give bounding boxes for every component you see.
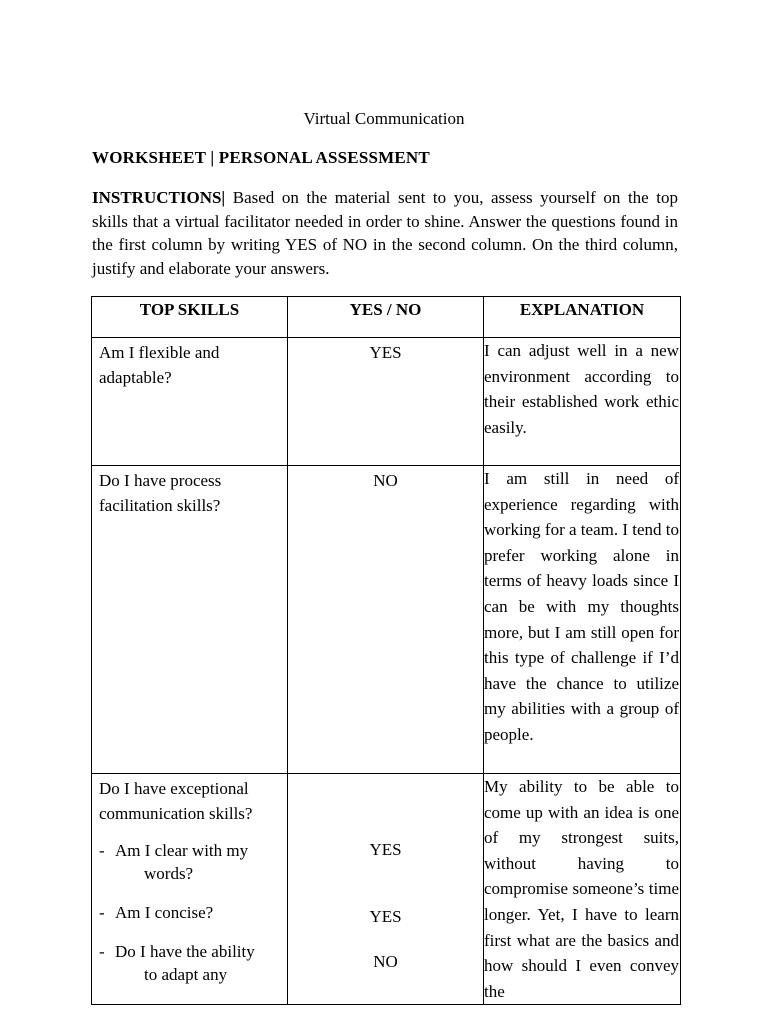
table-row: [92, 466, 681, 774]
header-yes-no: YES / NO: [288, 297, 484, 338]
header-explanation: EXPLANATION: [484, 297, 681, 338]
explanation-cell: I can adjust well in a new environment according to their established work ethic easily.: [484, 338, 681, 466]
instructions-paragraph: [92, 186, 678, 280]
sub-answer: YES: [369, 907, 402, 926]
question-cell: [92, 774, 288, 1005]
table-row: [92, 338, 681, 466]
sub-question: - Am I clear with my words?: [99, 839, 281, 885]
table-header-row: [92, 297, 681, 338]
skills-assessment-table: [91, 296, 681, 1005]
question-cell: Am I flexible and adaptable?: [92, 338, 288, 466]
instructions-label: INSTRUCTIONS|: [92, 188, 226, 207]
sub-answer: YES: [369, 840, 402, 859]
worksheet-heading: WORKSHEET | PERSONAL ASSESSMENT: [92, 148, 430, 167]
explanation-cell: I am still in need of experience regarding with working for a team. I tend to prefer working alone in terms of heavy loads since I can be with my thoughts more, but I am still open for this type of challenge if I’d have the chance to utilize my abilities with a group of people.: [484, 466, 681, 774]
instructions-text: Based on the material sent to you, assess yourself on the top skills that a virtual facilitator needed in order to shine. Answer the questions found in the first column by writing YES of NO in the second column. On the third column, justify and elaborate your answers.: [92, 188, 678, 278]
explanation-cell: My ability to be able to come up with an idea is one of my strongest suits, without having to compromise someone’s time longer. Yet, I have to learn first what are the basics and how should I even convey the: [484, 774, 681, 1005]
table-row: [92, 774, 681, 1005]
question-cell: Do I have process facilitation skills?: [92, 466, 288, 774]
answer-cell: NO: [288, 466, 484, 774]
answer-cell: [288, 774, 484, 1005]
sub-question: - Am I concise?: [99, 901, 281, 924]
question-text: Do I have exceptional communication skills?: [99, 779, 253, 823]
document-title: Virtual Communication: [303, 109, 465, 128]
header-top-skills: TOP SKILLS: [92, 297, 288, 338]
sub-question: - Do I have the ability to adapt any: [99, 940, 281, 986]
answer-cell: YES: [288, 338, 484, 466]
sub-question-list: [99, 839, 281, 986]
sub-answer: NO: [373, 952, 398, 971]
